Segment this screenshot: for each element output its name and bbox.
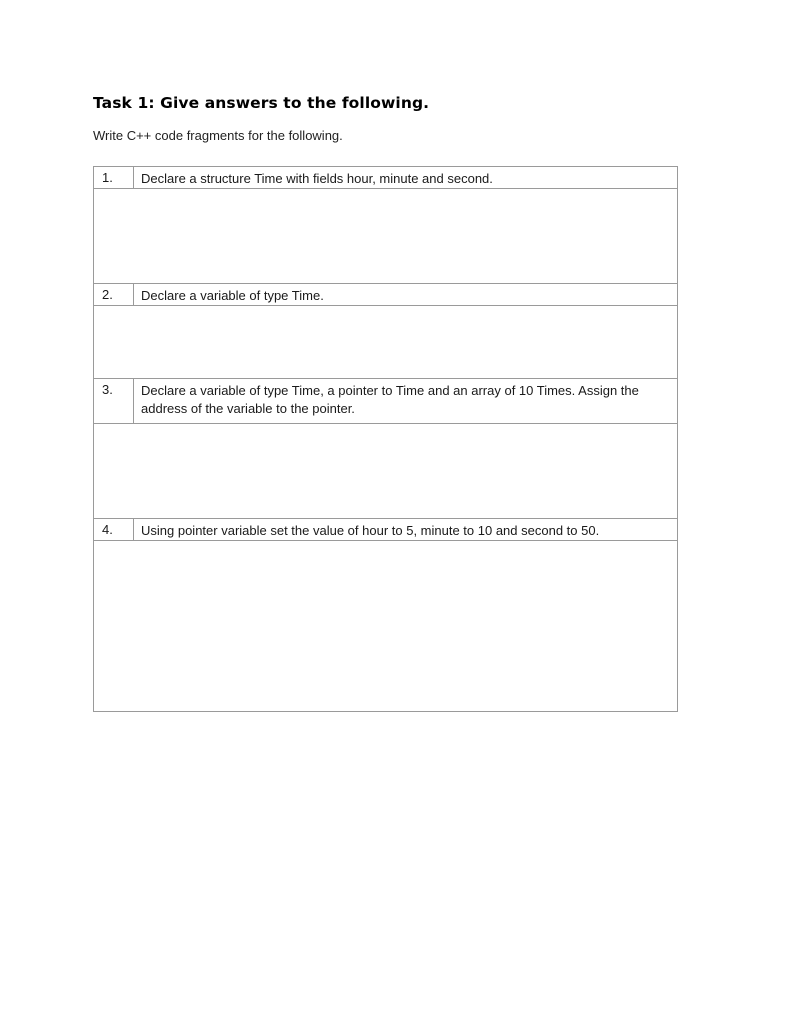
question-text: Using pointer variable set the value of hour to 5, minute to 10 and second to 50. — [134, 519, 678, 541]
question-text: Declare a structure Time with fields hour, minute and second. — [134, 167, 678, 189]
question-number: 1. — [94, 167, 134, 189]
question-text: Declare a variable of type Time, a pointer to Time and an array of 10 Times. Assign the address of the variable to the pointer. — [134, 379, 678, 424]
answer-row — [94, 424, 678, 519]
answer-area[interactable] — [94, 424, 678, 519]
question-number: 4. — [94, 519, 134, 541]
question-number: 2. — [94, 284, 134, 306]
answer-row — [94, 189, 678, 284]
answer-area[interactable] — [94, 189, 678, 284]
question-row — [94, 379, 678, 424]
question-text: Declare a variable of type Time. — [134, 284, 678, 306]
question-row — [94, 519, 678, 541]
question-number: 3. — [94, 379, 134, 424]
answer-row — [94, 541, 678, 712]
answer-area[interactable] — [94, 306, 678, 379]
task-title: Task 1: Give answers to the following. — [93, 94, 430, 112]
questions-table — [93, 166, 678, 712]
answer-row — [94, 306, 678, 379]
task-instruction: Write C++ code fragments for the following. — [93, 128, 343, 143]
question-row — [94, 167, 678, 189]
answer-area[interactable] — [94, 541, 678, 712]
question-row — [94, 284, 678, 306]
